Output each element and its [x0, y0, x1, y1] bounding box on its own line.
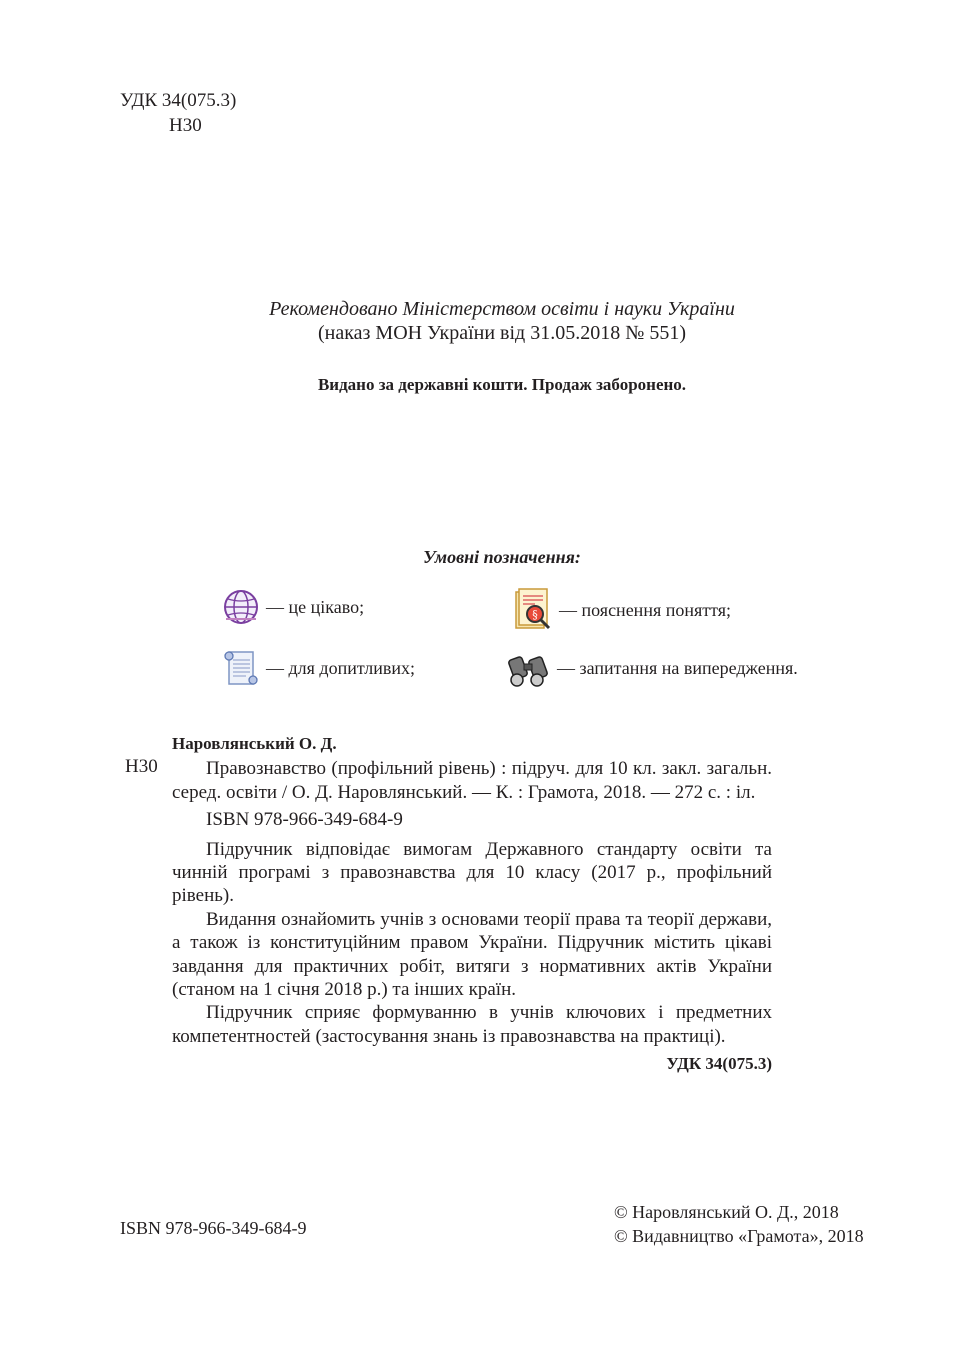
annotation-paragraph: Видання ознайомить учнів з основами теорії права та теорії держави, а також із конституційним правом України. Підручник містить цікаві завдання для практичних робіт, витяги з нормативних актів України (станом на 1 січня 2018 р.) та інших країн. — [172, 908, 772, 1001]
recommendation-line2: (наказ МОН України від 31.05.2018 № 551) — [318, 322, 686, 344]
copyright-block — [614, 1200, 864, 1248]
book-isbn: ISBN 978-966-349-684-9 — [206, 809, 403, 831]
legend-text: — запитання на випередження. — [557, 657, 798, 678]
state-funded-notice: Видано за державні кошти. Продаж заборонено. — [317, 375, 687, 394]
globe-icon — [222, 588, 260, 626]
copyright-author: © Наровлянський О. Д., 2018 — [614, 1202, 839, 1222]
legend-text: — це цікаво; — [266, 596, 365, 617]
udk-header — [120, 88, 236, 138]
udk-bottom: УДК 34(075.3) — [666, 1054, 772, 1074]
legend-item-concept — [513, 588, 731, 632]
svg-text:§: § — [532, 608, 538, 621]
legend-text: — для допитливих; — [266, 657, 416, 678]
annotation-paragraph: Підручник сприяє формуванню в учнів ключових і предметних компетентностей (застосування знань із правознавства на практиці). — [172, 1002, 772, 1047]
bibliographic-record — [172, 732, 772, 1076]
scroll-icon — [222, 648, 260, 688]
copyright-publisher: © Видавництво «Грамота», 2018 — [614, 1226, 864, 1246]
udk-code: УДК 34(075.3) — [120, 90, 237, 111]
legend-item-curious — [222, 648, 415, 688]
footer-isbn: ISBN 978-966-349-684-9 — [120, 1218, 307, 1238]
legend-item-anticipation — [507, 648, 798, 688]
library-code: Н30 — [125, 756, 158, 777]
author-code: Н30 — [169, 115, 202, 136]
legend-item-interesting — [222, 588, 364, 626]
book-author: Наровлянський О. Д. — [172, 734, 337, 753]
recommendation-line1: Рекомендовано Міністерством освіти і науки України — [269, 298, 735, 320]
legend-title: Умовні позначення: — [423, 547, 581, 567]
recommendation — [0, 297, 963, 345]
legend-text: — пояснення поняття; — [559, 599, 732, 620]
binoculars-icon — [507, 648, 551, 688]
book-description: Правознавство (профільний рівень) : підруч. для 10 кл. закл. загальн. серед. освіти / О. Д. Наровлянський. — К. : Грамота, 2018. — 272 с. : іл. — [172, 758, 772, 803]
annotation-paragraph: Підручник відповідає вимогам Державного стандарту освіти та чинній програмі з правознавства для 10 класу (2017 р., профільний рівень). — [172, 838, 772, 907]
document-magnifier-icon — [513, 588, 553, 632]
